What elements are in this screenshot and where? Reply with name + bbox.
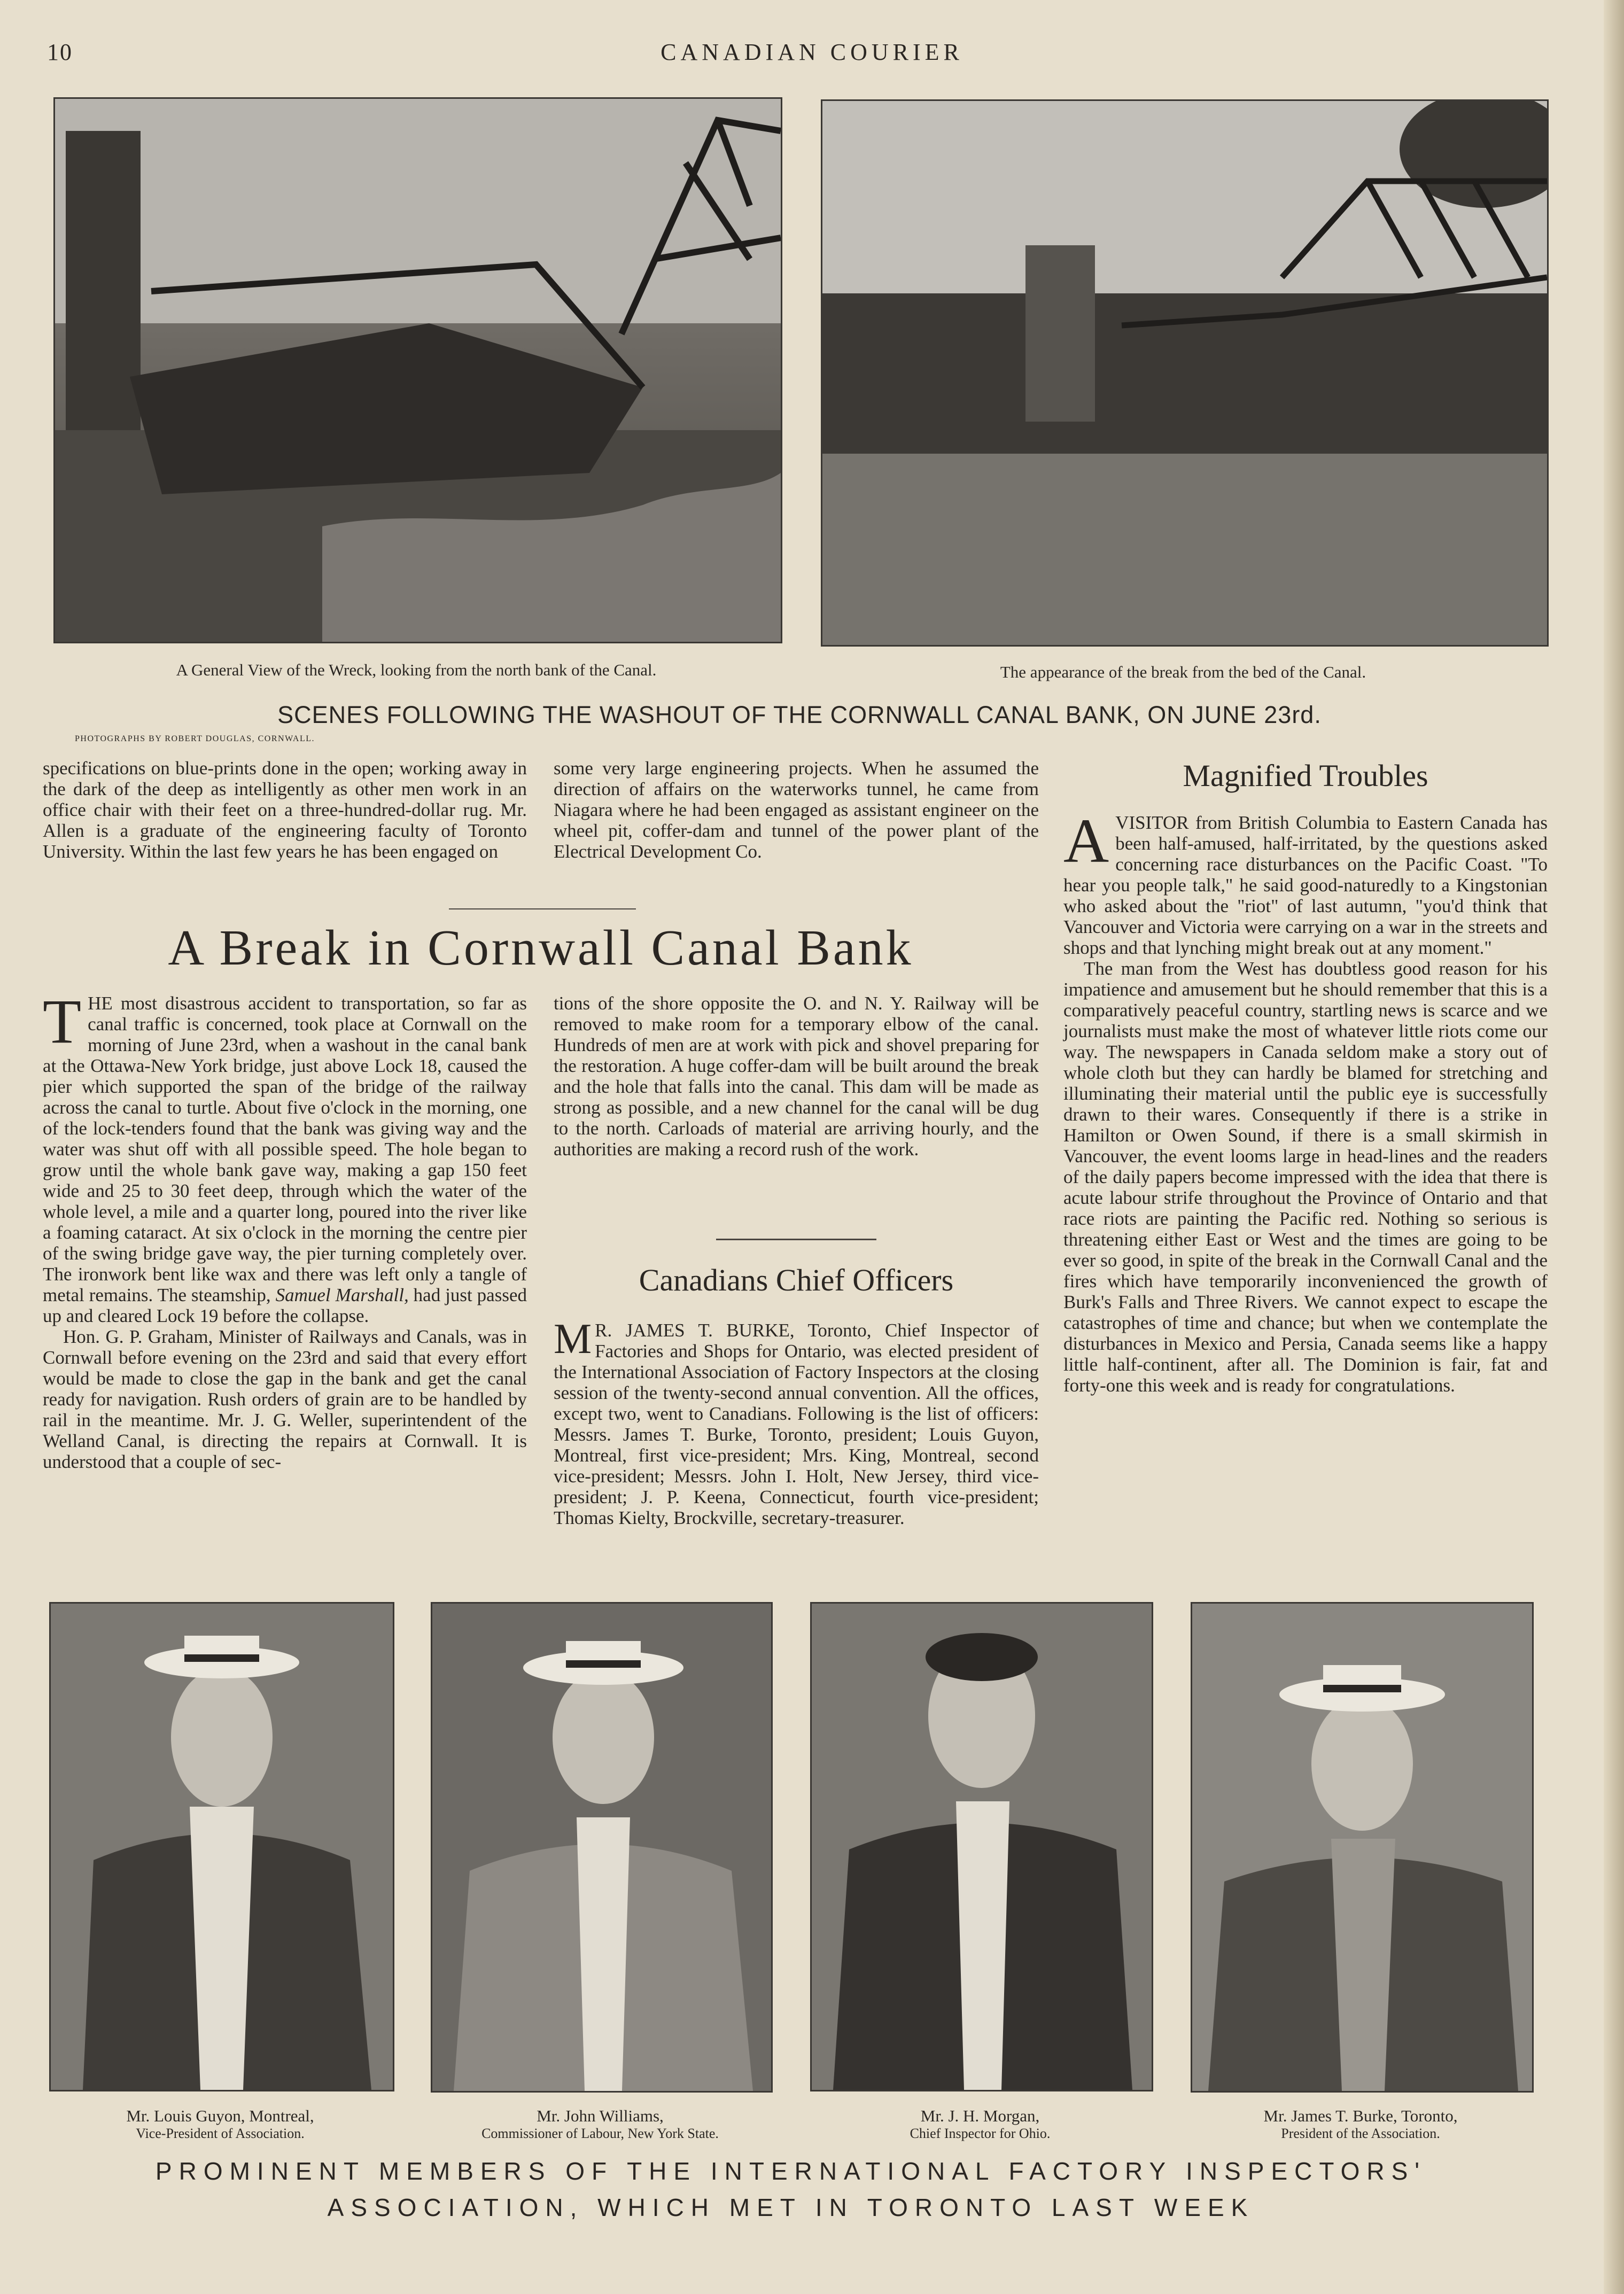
break-lead-tail: had just passed up and cleared Lock 19 before the collapse.	[43, 1285, 527, 1326]
photo-spread-caption: SCENES FOLLOWING THE WASHOUT OF THE CORNWALL CANAL BANK, ON JUNE 23rd.	[277, 701, 1322, 728]
break-article-col2	[554, 993, 1039, 1160]
bottom-caption-line2: ASSOCIATION, WHICH MET IN TORONTO LAST WEEK	[327, 2194, 1255, 2221]
wreck-photo-north-bank	[53, 97, 782, 643]
bridge-wreck-image	[55, 99, 781, 642]
portrait-name: Mr. John Williams,	[537, 2106, 664, 2125]
page-edge	[1604, 0, 1624, 2294]
troubles-paragraph-2: The man from the West has doubtless good reason for his impatience and amusement but he should remember that this is a comparatively peaceful country, startling news is scarce and we journalists must make the most of whatever little riots come our way. The newspapers in Canada seldom make a story out of whole cloth but they can hardly be blamed for stretching and illuminating their material until the public eye is successfully drawn to their wares. Consequently if there is a strike in Hamilton or Owen Sound, if there is a small skirmish in Vancouver, the event looms large in head-lines and the readers of the daily papers become impressed with the idea that there is acute labour strife throughout the Province of Ontario and that race riots are painting the Pacific red. Nothing so serious is threatening either East or West and the times are going to be ever so good, in spite of the break in the Cornwall Canal and the fires which have temporarily inconvenienced the growth of Burk's Falls and Three Rivers. We cannot expect to escape the catastrophes of time and chance; but when we contemplate the disturbances in Mexico and Persia, Canada seems like a happy little half-continent, after all. The Dominion is fair, fat and forty-one this week and is ready for congratulations.	[1063, 958, 1548, 1396]
break-article-col1	[43, 986, 527, 1472]
left-photo-caption: A General View of the Wreck, looking from the north bank of the Canal.	[176, 660, 657, 679]
portrait-title: Commissioner of Labour, New York State.	[481, 2126, 719, 2141]
officers-article-body	[554, 1316, 1039, 1528]
break-lead-text: HE most disastrous accident to transportation, so far as canal traffic is concerned, took place at Cornwall on the morning of June 23rd, when a washout in the canal bank at the Ottawa-New York bridge, just above Lock 18, caused the pier which supported the span of the bridge of the railway across the canal to turtle. About five o'clock in the morning, one of the lock-tenders found that the bank was giving way and the water was shut off with all possible speed. The hole began to grow until the whole bank gave way, making a gap 150 feet wide and 25 to 30 feet deep, through which the water of the whole level, a mile and a quarter long, poured into the river like a foaming cataract. At six o'clock in the morning the centre pier of the swing bridge gave way, the pier turning completely over. The ironwork bent like wax and there was left only a tangle of metal remains. The steamship,	[43, 993, 527, 1305]
portrait-caption-morgan	[810, 2106, 1150, 2142]
continued-paragraph-1: specifications on blue-prints done in the open; working away in the dark of the deep as intelligently as other men work in an office chair with their feet on a three-hundred-dollar rug. Mr. Allen is a graduate of the engineering faculty of Toronto University. Within the last few years he has been engaged on	[43, 758, 527, 862]
portrait-image-burke	[1192, 1604, 1532, 2091]
page-number: 10	[47, 39, 73, 65]
divider-rule-2	[716, 1239, 876, 1240]
break-paragraph-1	[43, 986, 527, 1326]
continued-paragraph-2: some very large engineering projects. When he assumed the direction of affairs on the waterworks tunnel, he came from Niagara where he had been engaged as assistant engineer on the wheel pit, coffer-dam and tunnel of the power plant of the Electrical Development Co.	[554, 758, 1039, 862]
portrait-image-williams	[432, 1604, 771, 2091]
portrait-burke	[1191, 1602, 1534, 2093]
article-headline-break: A Break in Cornwall Canal Bank	[168, 920, 914, 976]
wreck-photo-canal-bed	[821, 99, 1549, 647]
ship-name: Samuel Marshall,	[275, 1285, 409, 1305]
right-photo-caption: The appearance of the break from the bed of the Canal.	[1000, 663, 1366, 681]
dropcap-t: T	[43, 986, 82, 1056]
officers-text: R. JAMES T. BURKE, Toronto, Chief Inspector of Factories and Shops for Ontario, was elected president of the International Association of Factory Inspectors at the closing session of the twenty-second annual convention. All the offices, except two, went to Canadians. Following is the list of officers: Messrs. James T. Burke, Toronto, president; Louis Guyon, Montreal, first vice-president; Mrs. King, Montreal, second vice-president; Messrs. John I. Holt, New Jersey, third vice-president; J. P. Keena, Connecticut, fourth vice-president; Thomas Kielty, Brockville, secretary-treasurer.	[554, 1320, 1039, 1528]
portrait-title: President of the Association.	[1281, 2126, 1440, 2141]
portrait-caption-guyon	[49, 2106, 391, 2142]
portrait-image-guyon	[51, 1604, 393, 2090]
canal-break-image	[822, 101, 1547, 645]
troubles-text-1: VISITOR from British Columbia to Eastern Canada has been half-amused, half-irritated, by the questions asked concerning race disturbances on the Pacific Coast. "To hear you people talk," he said good-naturedly to a Kingstonian who asked about the "riot" of last autumn, "you'd think that Vancouver and Victoria were carrying on a war in the streets and shops and that lynching might break out at any moment."	[1063, 812, 1548, 958]
publication-title: CANADIAN COURIER	[661, 39, 963, 65]
portrait-caption-williams	[431, 2106, 770, 2142]
dropcap-a: A	[1063, 806, 1109, 876]
photo-credit: PHOTOGRAPHS BY ROBERT DOUGLAS, CORNWALL.	[75, 734, 315, 743]
portrait-guyon	[49, 1602, 394, 2091]
portrait-title: Vice-President of Association.	[136, 2126, 305, 2141]
portrait-title: Chief Inspector for Ohio.	[910, 2126, 1051, 2141]
officers-paragraph	[554, 1316, 1039, 1528]
portrait-name: Mr. Louis Guyon, Montreal,	[126, 2106, 314, 2125]
troubles-paragraph-1	[1063, 806, 1548, 958]
break-paragraph-2: Hon. G. P. Graham, Minister of Railways and Canals, was in Cornwall before evening on the 23rd and said that every effort would be made to close the gap in the bank and get the canal ready for navigation. Rush orders of grain are to be handled by rail in the meantime. Mr. J. G. Weller, superintendent of the Welland Canal, is directing the repairs at Cornwall. It is understood that a couple of sec-	[43, 1326, 527, 1472]
break-paragraph-3: tions of the shore opposite the O. and N. Y. Railway will be removed to make room for a temporary elbow of the canal. Hundreds of men are at work with pick and shovel preparing for the restoration. A huge coffer-dam will be built around the break and the hole that falls into the canal. This dam will be made as strong as possible, and a new channel for the canal will be dug to the north. Carloads of material are arriving hourly, and the authorities are making a record rush of the work.	[554, 993, 1039, 1160]
article-headline-troubles: Magnified Troubles	[1183, 758, 1428, 793]
portrait-image-morgan	[812, 1604, 1152, 2090]
continued-text-col1	[43, 758, 527, 862]
continued-text-col2	[554, 758, 1039, 862]
article-headline-officers: Canadians Chief Officers	[639, 1263, 954, 1297]
portrait-caption-burke	[1191, 2106, 1530, 2142]
portrait-williams	[431, 1602, 773, 2093]
bottom-caption-line1: PROMINENT MEMBERS OF THE INTERNATIONAL FACTORY INSPECTORS'	[155, 2157, 1427, 2185]
portrait-morgan	[810, 1602, 1153, 2091]
troubles-article-body	[1063, 806, 1548, 1396]
portrait-name: Mr. J. H. Morgan,	[920, 2106, 1040, 2125]
dropcap-m: M	[554, 1316, 592, 1363]
divider-rule	[449, 908, 636, 909]
portrait-name: Mr. James T. Burke, Toronto,	[1263, 2106, 1458, 2125]
